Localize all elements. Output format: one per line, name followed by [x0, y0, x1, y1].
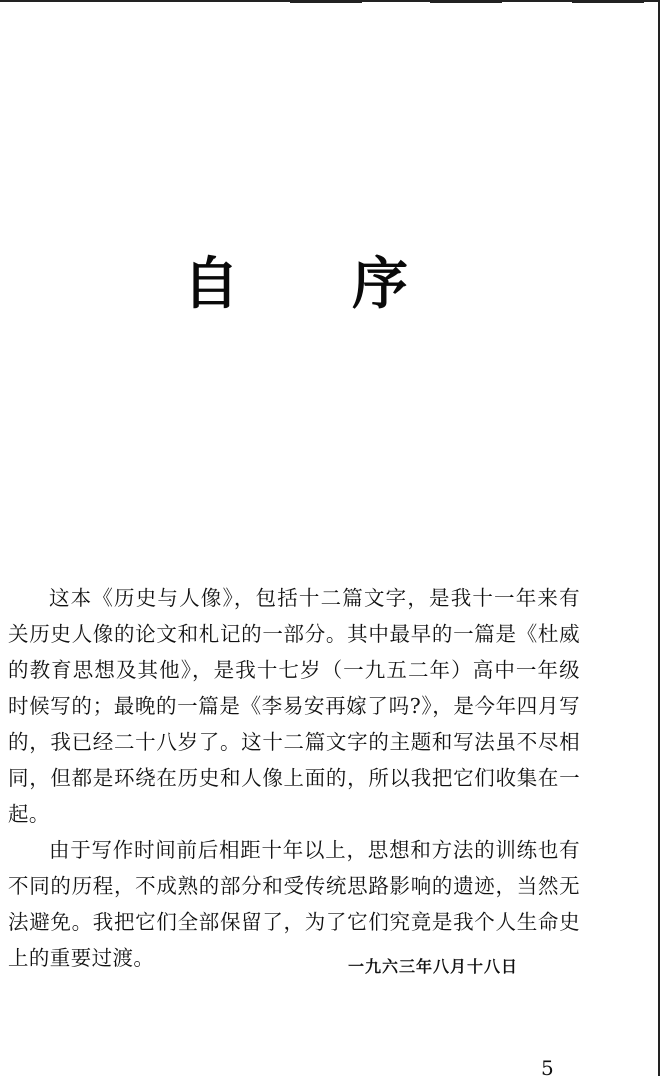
page-title [0, 250, 663, 330]
signature-date: 一九六三年八月十八日 [348, 957, 519, 976]
paragraph-1: 这本《历史与人像》，包括十二篇文字，是我十一年来有关历史人像的论文和札记的一部分。其中最早的一篇是《杜威的教育思想及其他》，是我十七岁（一九五二年）高中一年级时候写的；最晚的一篇是《李易安再嫁了吗?》，是今年四月写的，我已经二十八岁了。这十二篇文字的主题和写法虽不尽相同，但都是环绕在历史和人像上面的，所以我把它们收集在一起。 [8, 586, 580, 826]
preface-body [8, 580, 580, 976]
top-edge-mark [572, 0, 644, 3]
top-edge-mark [430, 0, 502, 3]
paragraph-2: 由于写作时间前后相距十年以上，思想和方法的训练也有不同的历程，不成熟的部分和受传统思路影响的遗迹，当然无法避免。我把它们全部保留了，为了它们究竟是我个人生命史上的重要过渡。 [8, 838, 580, 970]
page-number: 5 [541, 1056, 554, 1080]
title-char-2: 序 [352, 252, 408, 317]
title-char-1: 自 [183, 252, 239, 317]
top-edge-mark [290, 0, 362, 3]
